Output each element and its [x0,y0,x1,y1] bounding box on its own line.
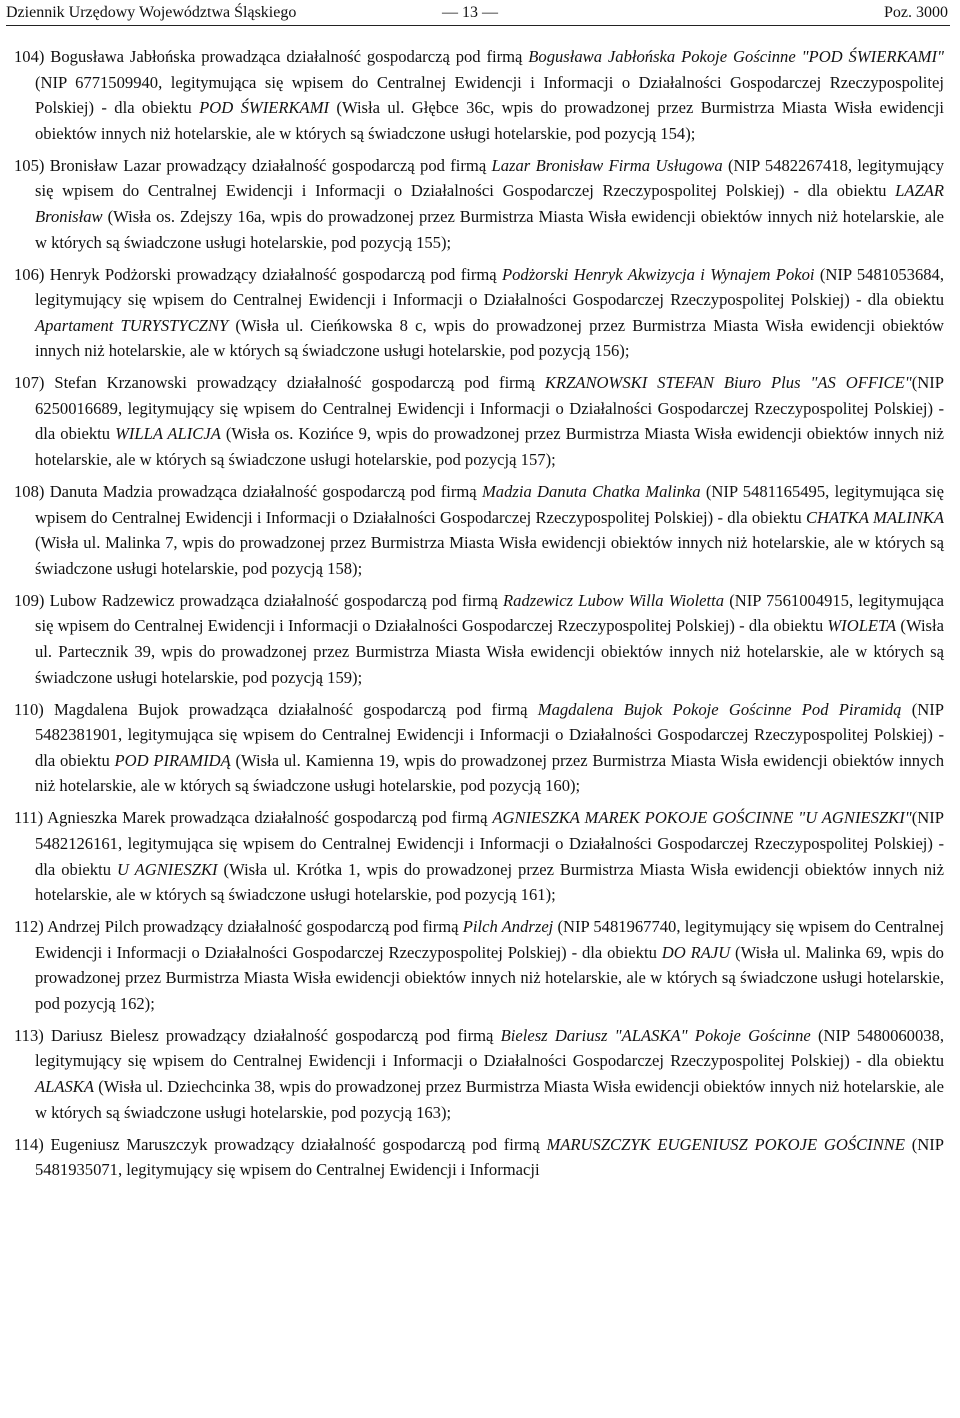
position-number: Poz. 3000 [884,4,948,21]
entry-113: 113) Dariusz Bielesz prowadzący działalność gospodarczą pod firmą Bielesz Dariusz "ALASKA" Pokoje Gościnne (NIP 5480060038, legitymujący się wpisem do Centralnej Ewidencji i Informacji o Działalności Gospodarczej Rzeczypospolitej Polskiej) - dla obiektu ALASKA (Wisła ul. Dziechcinka 38, wpis do prowadzonej przez Burmistrza Miasta Wisła ewidencji obiektów innych niż hotelarskie, ale w których są świadczone usługi hotelarskie, pod pozycją 163); [14,1025,945,1122]
facility-name: ALASKA [35,1077,95,1097]
company-name: Madzia Danuta Chatka Malinka [481,482,701,502]
journal-title: Dziennik Urzędowy Województwa Śląskiego [6,4,297,21]
entry-109: 109) Lubow Radzewicz prowadząca działalność gospodarczą pod firmą Radzewicz Lubow Willa Wioletta (NIP 7561004915, legitymująca się wpisem do Centralnej Ewidencji i Informacji o Działalności Gospodarczej Rzeczypospolitej Polskiej) - dla obiektu WIOLETA (Wisła ul. Partecznik 39, wpis do prowadzonej przez Burmistrza Miasta Wisła ewidencji obiektów innych niż hotelarskie, ale w których są świadczone usługi hotelarskie, pod pozycją 159); [14,590,944,687]
facility-name: U AGNIESZKI [116,859,218,879]
facility-name: WILLA ALICJA [115,424,221,444]
page-header [6,2,948,26]
document-body [14,44,944,1189]
company-name: Bielesz Dariusz "ALASKA" Pokoje Gościnne [500,1025,811,1045]
entry-108: 108) Danuta Madzia prowadząca działalność gospodarczą pod firmą Madzia Danuta Chatka Malinka (NIP 5481165495, legitymująca się wpisem do Centralnej Ewidencji i Informacji o Działalności Gospodarczej Rzeczypospolitej Polskiej) - dla obiektu CHATKA MALINKA (Wisła ul. Malinka 7, wpis do prowadzonej przez Burmistrza Miasta Wisła ewidencji obiektów innych niż hotelarskie, ale w których są świadczone usługi hotelarskie, pod pozycją 158); [14,482,944,578]
company-name: Bogusława Jabłońska Pokoje Gościnne "POD ŚWIERKAMI" [528,47,944,66]
facility-name: Apartament TURYSTYCZNY [35,315,229,335]
company-name: MARUSZCZYK EUGENIUSZ POKOJE GOŚCINNE [546,1134,905,1154]
company-name: Podżorski Henryk Akwizycja i Wynajem Pokoi [502,264,815,284]
company-name: Magdalena Bujok Pokoje Gościnne Pod Piramidą [537,699,902,719]
facility-name: CHATKA MALINKA [805,507,944,527]
entry-107: 107) Stefan Krzanowski prowadzący działalność gospodarczą pod firmą KRZANOWSKI STEFAN Biuro Plus "AS OFFICE"(NIP 6250016689, legitymujący się wpisem do Centralnej Ewidencji i Informacji o Działalności Gospodarczej Rzeczypospolitej Polskiej) - dla obiektu WILLA ALICJA (Wisła os. Kozińce 9, wpis do prowadzonej przez Burmistrza Miasta Wisła ewidencji obiektów innych niż hotelarskie, ale w których są świadczone usługi hotelarskie, pod pozycją 157); [14,373,945,470]
facility-name: WIOLETA [827,616,897,636]
header-divider [6,25,950,26]
entry-106: 106) Henryk Podżorski prowadzący działalność gospodarczą pod firmą Podżorski Henryk Akwizycja i Wynajem Pokoi (NIP 5481053684, legitymujący się wpisem do Centralnej Ewidencji i Informacji o Działalności Gospodarczej Rzeczypospolitej Polskiej) - dla obiektu Apartament TURYSTYCZNY (Wisła ul. Cieńkowska 8 c, wpis do prowadzonej przez Burmistrza Miasta Wisła ewidencji obiektów innych niż hotelarskie, ale w których są świadczone usługi hotelarskie, pod pozycją 156); [14,264,945,361]
facility-name: POD PIRAMIDĄ [114,750,231,770]
company-name: KRZANOWSKI STEFAN Biuro Plus "AS OFFICE" [544,373,912,393]
entry-105: 105) Bronisław Lazar prowadzący działalność gospodarczą pod firmą Lazar Bronisław Firma Usługowa (NIP 5482267418, legitymujący się wpisem do Centralnej Ewidencji i Informacji o Działalności Gospodarczej Rzeczypospolitej Polskiej) - dla obiektu LAZAR Bronisław (Wisła os. Zdejszy 16a, wpis do prowadzonej przez Burmistrza Miasta Wisła ewidencji obiektów innych niż hotelarskie, ale w których są świadczone usługi hotelarskie, pod pozycją 155); [14,155,944,252]
page-number: — 13 — [442,4,498,21]
entry-111: 111) Agnieszka Marek prowadząca działalność gospodarczą pod firmą AGNIESZKA MAREK POKOJE GOŚCINNE "U AGNIESZKI"(NIP 5482126161, legitymująca się wpisem do Centralnej Ewidencji i Informacji o Działalności Gospodarczej Rzeczypospolitej Polskiej) - dla obiektu U AGNIESZKI (Wisła ul. Krótka 1, wpis do prowadzonej przez Burmistrza Miasta Wisła ewidencji obiektów innych niż hotelarskie, ale w których są świadczone usługi hotelarskie, pod pozycją 161); [14,808,945,905]
company-name: Lazar Bronisław Firma Usługowa [491,155,723,175]
facility-name: DO RAJU [661,942,731,962]
entry-112: 112) Andrzej Pilch prowadzący działalność gospodarczą pod firmą Pilch Andrzej (NIP 5481967740, legitymujący się wpisem do Centralnej Ewidencji i Informacji o Działalności Gospodarczej Rzeczypospolitej Polskiej) - dla obiektu DO RAJU (Wisła ul. Malinka 69, wpis do prowadzonej przez Burmistrza Miasta Wisła ewidencji obiektów innych niż hotelarskie, ale w których są świadczone usługi hotelarskie, pod pozycją 162); [14,917,944,1013]
entry-114: 114) Eugeniusz Maruszczyk prowadzący działalność gospodarczą pod firmą MARUSZCZYK EUGENIUSZ POKOJE GOŚCINNE (NIP 5481935071, legitymujący się wpisem do Centralnej Ewidencji i Informacji [14,1134,944,1180]
company-name: Pilch Andrzej [462,917,554,937]
entry-110: 110) Magdalena Bujok prowadząca działalność gospodarczą pod firmą Magdalena Bujok Pokoje Gościnne Pod Piramidą (NIP 5482381901, legitymująca się wpisem do Centralnej Ewidencji i Informacji o Działalności Gospodarczej Rzeczypospolitej Polskiej) - dla obiektu POD PIRAMIDĄ (Wisła ul. Kamienna 19, wpis do prowadzonej przez Burmistrza Miasta Wisła ewidencji obiektów innych niż hotelarskie, ale w których są świadczone usługi hotelarskie, pod pozycją 160); [14,699,945,796]
company-name: AGNIESZKA MAREK POKOJE GOŚCINNE "U AGNIESZKI" [492,808,912,828]
company-name: Radzewicz Lubow Willa Wioletta [503,590,725,610]
facility-name: POD ŚWIERKAMI [199,98,330,118]
facility-name: LAZAR Bronisław [35,181,944,226]
entry-104: 104) Bogusława Jabłońska prowadząca działalność gospodarczą pod firmą Bogusława Jabłońska Pokoje Gościnne "POD ŚWIERKAMI"(NIP 6771509940, legitymująca się wpisem do Centralnej Ewidencji i Informacji o Działalności Gospodarczej Rzeczypospolitej Polskiej) - dla obiektu POD ŚWIERKAMI (Wisła ul. Głębce 36c, wpis do prowadzonej przez Burmistrza Miasta Wisła ewidencji obiektów innych niż hotelarskie, ale w których są świadczone usługi hotelarskie, pod pozycją 154); [14,47,944,143]
